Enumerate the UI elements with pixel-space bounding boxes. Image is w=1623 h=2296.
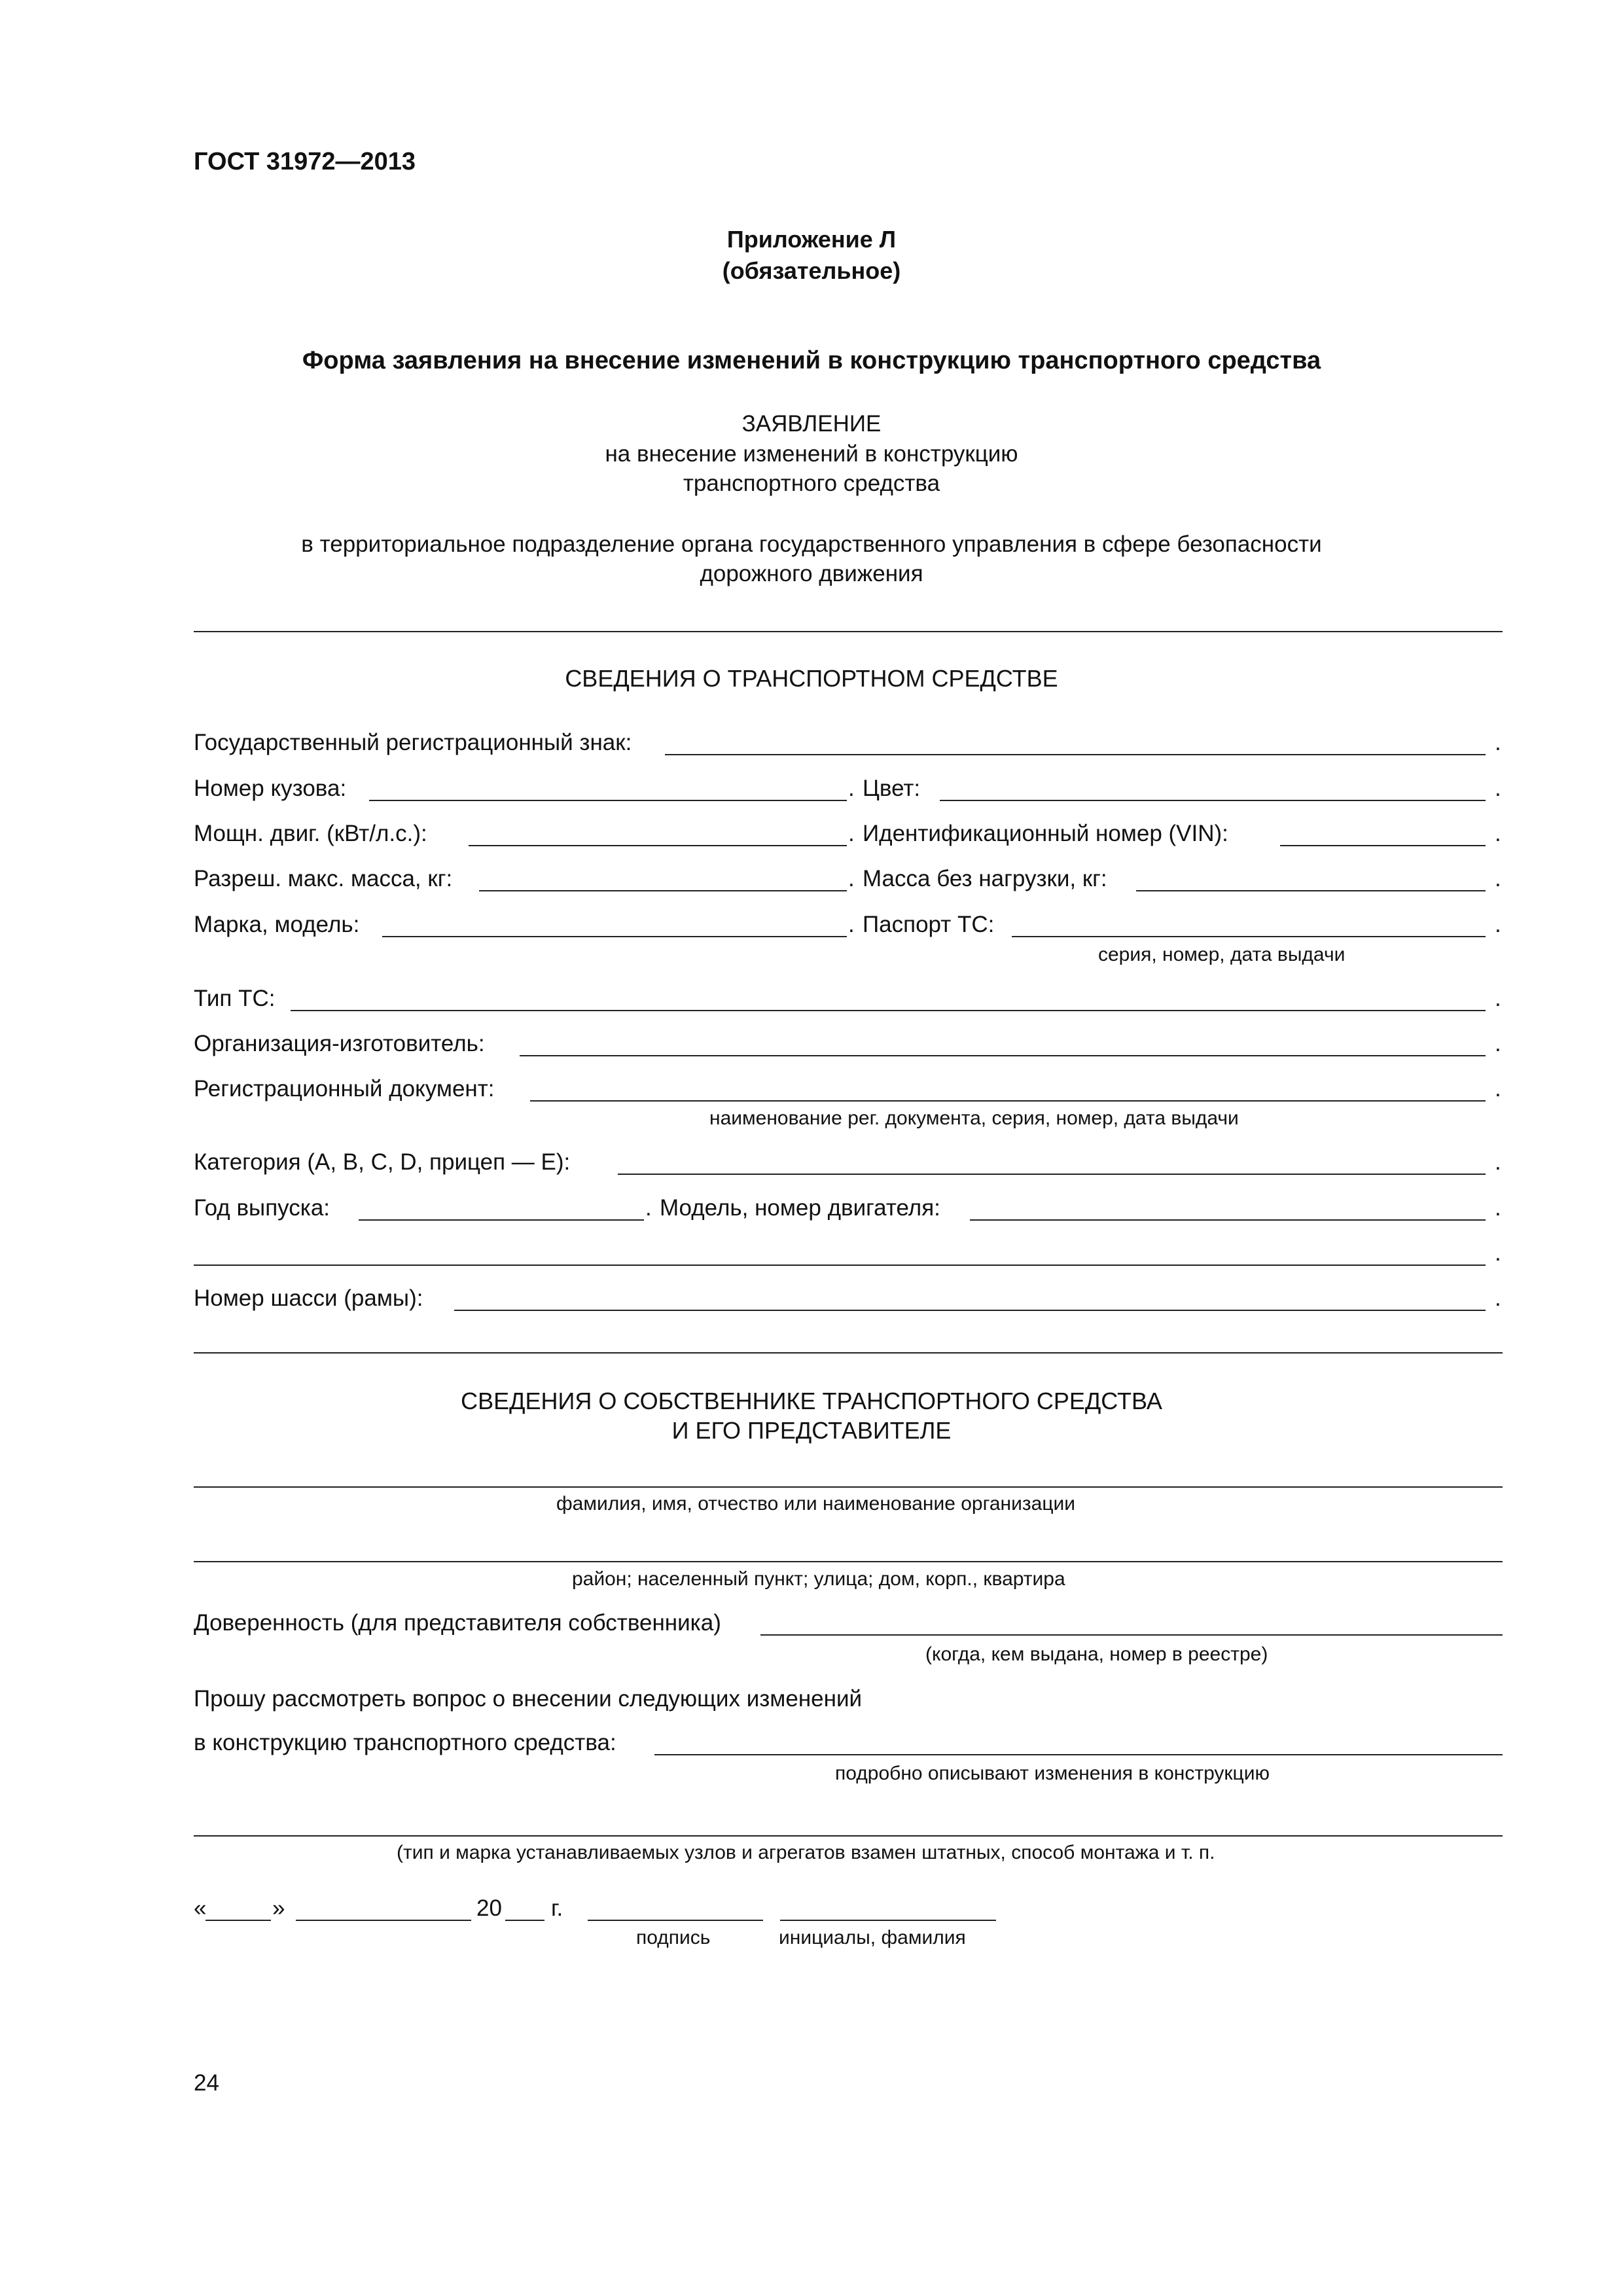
year-field[interactable]: [359, 1193, 644, 1221]
proxy-field[interactable]: [760, 1608, 1503, 1636]
body-number-label: Номер кузова:: [194, 776, 347, 801]
power-vin-row: [194, 819, 1509, 849]
quote-close: »: [272, 1895, 285, 1921]
request-text: Прошу рассмотреть вопрос о внесении следующих изменений: [194, 1686, 863, 1712]
engine-continuation-row: [194, 1238, 1509, 1268]
unladen-mass-field[interactable]: [1136, 864, 1486, 891]
divider: [194, 631, 1503, 632]
max-mass-label: Разреш. макс. масса, кг:: [194, 866, 453, 891]
category-row: [194, 1147, 1509, 1177]
addressee-line: дорожного движения: [700, 561, 923, 586]
chassis-field[interactable]: [454, 1283, 1486, 1311]
manufacturer-label: Организация-изготовитель:: [194, 1031, 485, 1056]
details-field[interactable]: [194, 1835, 1503, 1837]
engine-power-field[interactable]: [469, 819, 847, 846]
request-text: в конструкцию транспортного средства:: [194, 1730, 616, 1755]
category-field[interactable]: [618, 1147, 1486, 1175]
day-field[interactable]: [205, 1893, 271, 1921]
vehicle-type-row: [194, 984, 1509, 1014]
signature-row: [194, 1893, 1509, 1924]
reg-plate-field[interactable]: [665, 728, 1486, 755]
chassis-row: [194, 1283, 1509, 1314]
application-subheading: транспортного средства: [683, 471, 940, 496]
application-subheading: на внесение изменений в конструкцию: [605, 441, 1018, 467]
dot: .: [1495, 1076, 1501, 1102]
standard-code: ГОСТ 31972—2013: [194, 148, 416, 175]
sign-year-field[interactable]: [505, 1893, 544, 1921]
owner-name-field[interactable]: [194, 1486, 1503, 1488]
reg-plate-label: Государственный регистрационный знак:: [194, 730, 632, 755]
make-passport-row: [194, 910, 1509, 940]
color-field[interactable]: [940, 774, 1486, 801]
details-hint: (тип и марка устанавливаемых узлов и агрегатов взамен штатных, способ монтажа и т. п.: [397, 1842, 1215, 1863]
changes-field[interactable]: [654, 1728, 1503, 1755]
dot: .: [1495, 776, 1501, 801]
dot: .: [645, 1195, 652, 1221]
make-model-label: Марка, модель:: [194, 912, 360, 937]
dot: .: [1495, 912, 1501, 937]
dot: .: [1495, 986, 1501, 1011]
vin-label: Идентификационный номер (VIN):: [863, 821, 1228, 846]
engine-model-continuation-field[interactable]: [194, 1238, 1486, 1266]
year-prefix: 20: [476, 1895, 502, 1921]
owner-address-field[interactable]: [194, 1561, 1503, 1562]
vehicle-type-field[interactable]: [291, 984, 1486, 1011]
max-mass-field[interactable]: [479, 864, 847, 891]
dot: .: [1495, 730, 1501, 755]
reg-plate-row: [194, 728, 1509, 758]
changes-hint: подробно описывают изменения в конструкцию: [835, 1763, 1270, 1784]
dot: .: [1495, 1195, 1501, 1221]
dot: .: [848, 776, 855, 801]
reg-doc-field[interactable]: [530, 1074, 1486, 1102]
reg-doc-row: [194, 1074, 1509, 1104]
body-number-field[interactable]: [369, 774, 847, 801]
dot: .: [1495, 1149, 1501, 1175]
category-label: Категория (A, B, C, D, прицеп — E):: [194, 1149, 571, 1175]
appendix-status: (обязательное): [722, 257, 901, 284]
proxy-hint: (когда, кем выдана, номер в реестре): [925, 1643, 1268, 1665]
dot: .: [1495, 821, 1501, 846]
owner-address-hint: район; населенный пункт; улица; дом, корп., квартира: [572, 1568, 1065, 1590]
year-engine-row: [194, 1193, 1509, 1223]
manufacturer-field[interactable]: [520, 1029, 1486, 1056]
appendix-title: Приложение Л: [726, 226, 897, 253]
color-label: Цвет:: [863, 776, 921, 801]
addressee-line: в территориальное подразделение органа государственного управления в сфере безопасности: [301, 531, 1322, 557]
engine-power-label: Мощн. двиг. (кВт/л.с.):: [194, 821, 427, 846]
page-number: 24: [194, 2070, 219, 2096]
vin-field[interactable]: [1280, 819, 1486, 846]
dot: .: [1495, 1031, 1501, 1056]
form-title: Форма заявления на внесение изменений в конструкцию транспортного средства: [302, 347, 1321, 374]
owner-section-heading: И ЕГО ПРЕДСТАВИТЕЛЕ: [671, 1417, 952, 1444]
vehicle-section-heading: СВЕДЕНИЯ О ТРАНСПОРТНОМ СРЕДСТВЕ: [565, 665, 1058, 692]
dot: .: [1495, 1240, 1501, 1266]
dot: .: [848, 821, 855, 846]
manufacturer-row: [194, 1029, 1509, 1059]
year-label: Год выпуска:: [194, 1195, 330, 1221]
passport-field[interactable]: [1012, 910, 1486, 937]
engine-model-label: Модель, номер двигателя:: [660, 1195, 940, 1221]
owner-name-hint: фамилия, имя, отчество или наименование организации: [556, 1493, 1076, 1515]
engine-model-field[interactable]: [970, 1193, 1486, 1221]
initials-hint: инициалы, фамилия: [779, 1927, 966, 1948]
initials-field[interactable]: [780, 1893, 996, 1921]
application-heading: ЗАЯВЛЕНИЕ: [741, 411, 882, 437]
make-model-field[interactable]: [382, 910, 847, 937]
vehicle-type-label: Тип ТС:: [194, 986, 276, 1011]
dot: .: [1495, 866, 1501, 891]
proxy-row: [194, 1608, 1509, 1638]
signature-field[interactable]: [588, 1893, 763, 1921]
dot: .: [1495, 1285, 1501, 1311]
month-field[interactable]: [296, 1893, 471, 1921]
passport-label: Паспорт ТС:: [863, 912, 995, 937]
dot: .: [848, 912, 855, 937]
mass-row: [194, 864, 1509, 894]
reg-doc-label: Регистрационный документ:: [194, 1076, 495, 1102]
reg-doc-hint: наименование рег. документа, серия, номер, дата выдачи: [709, 1107, 1239, 1129]
chassis-label: Номер шасси (рамы):: [194, 1285, 423, 1311]
unladen-mass-label: Масса без нагрузки, кг:: [863, 866, 1107, 891]
dot: .: [848, 866, 855, 891]
quote-open: «: [194, 1895, 207, 1921]
passport-hint: серия, номер, дата выдачи: [1098, 944, 1346, 965]
divider: [194, 1352, 1503, 1354]
owner-section-heading: СВЕДЕНИЯ О СОБСТВЕННИКЕ ТРАНСПОРТНОГО СРЕДСТВА: [461, 1388, 1162, 1414]
changes-row: [194, 1728, 1509, 1758]
signature-hint: подпись: [636, 1927, 711, 1948]
year-suffix: г.: [551, 1895, 563, 1921]
body-color-row: [194, 774, 1509, 804]
proxy-label: Доверенность (для представителя собственника): [194, 1610, 721, 1636]
